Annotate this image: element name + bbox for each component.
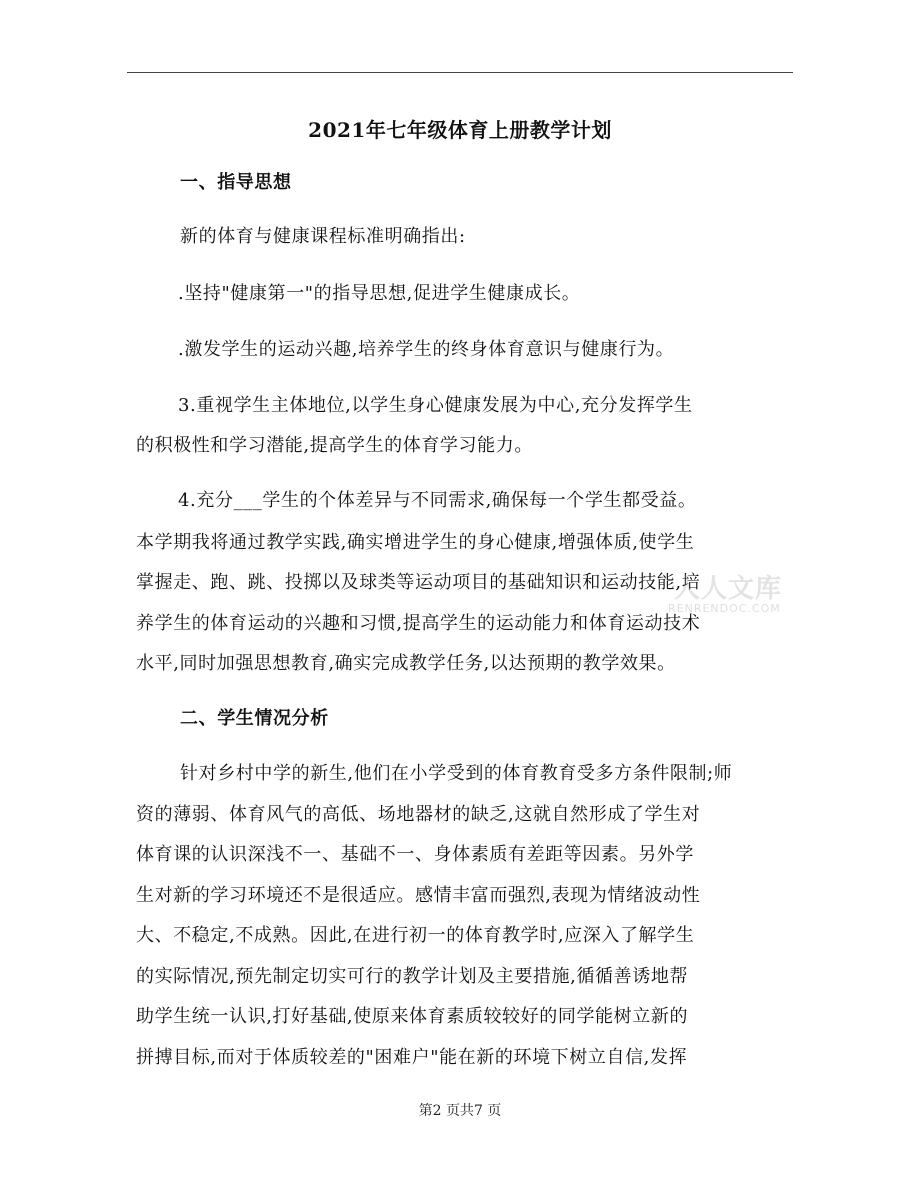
paragraph-line: 针对乡村中学的新生,他们在小学受到的体育教育受多方条件限制;师 [180,763,733,784]
paragraph-line: 大、不稳定,不成熟。因此,在进行初一的体育教学时,应深入了解学生 [136,925,695,946]
paragraph-line: 资的薄弱、体育风气的高低、场地器材的缺乏,这就自然形成了学生对 [136,804,701,825]
list-item-line: 4.充分___学生的个体差异与不同需求,确保每一个学生都受益。 [178,490,697,511]
paragraph-line: 新的体育与健康课程标准明确指出: [180,226,466,247]
section-heading-student-analysis: 二、学生情况分析 [180,708,329,729]
paragraph-line: 体育课的认识深浅不一、基础不一、身体素质有差距等因素。另外学 [136,844,694,865]
header-rule [127,72,793,73]
paragraph-line: 生对新的学习环境还不是很适应。感情丰富而强烈,表现为情绪波动性 [136,885,701,906]
paragraph-line: 本学期我将通过教学实践,确实增进学生的身心健康,增强体质,使学生 [136,532,695,553]
watermark-text-en: RENRENDOC.COM [668,602,781,615]
paragraph-line: 的积极性和学习潜能,提高学生的体育学习能力。 [136,435,533,456]
list-item-line: .坚持"健康第一"的指导思想,促进学生健康成长。 [178,283,581,304]
list-item-line: .激发学生的运动兴趣,培养学生的终身体育意识与健康行为。 [178,339,675,360]
list-item-line: 3.重视学生主体地位,以学生身心健康发展为中心,充分发挥学生 [178,395,693,416]
watermark-text-cn: 人人文库 [674,574,783,604]
paragraph-line: 拼搏目标,而对于体质较差的"困难户"能在新的环境下树立自信,发挥 [136,1047,688,1068]
document-title: 2021年七年级体育上册教学计划 [308,118,612,142]
paragraph-line: 助学生统一认识,打好基础,使原来体育素质较较好的同学能树立新的 [136,1006,689,1027]
paragraph-line: 的实际情况,预先制定切实可行的教学计划及主要措施,循循善诱地帮 [136,966,689,987]
page-number-footer: 第2 页共7 页 [418,1103,502,1119]
paragraph-line: 养学生的体育运动的兴趣和习惯,提高学生的运动能力和体育运动技术 [136,613,701,634]
paragraph-line: 水平,同时加强思想教育,确实完成教学任务,以达预期的教学效果。 [136,653,676,674]
section-heading-guiding-ideology: 一、指导思想 [180,172,292,193]
paragraph-line: 掌握走、跑、跳、投掷以及球类等运动项目的基础知识和运动技能,培 [136,572,701,593]
